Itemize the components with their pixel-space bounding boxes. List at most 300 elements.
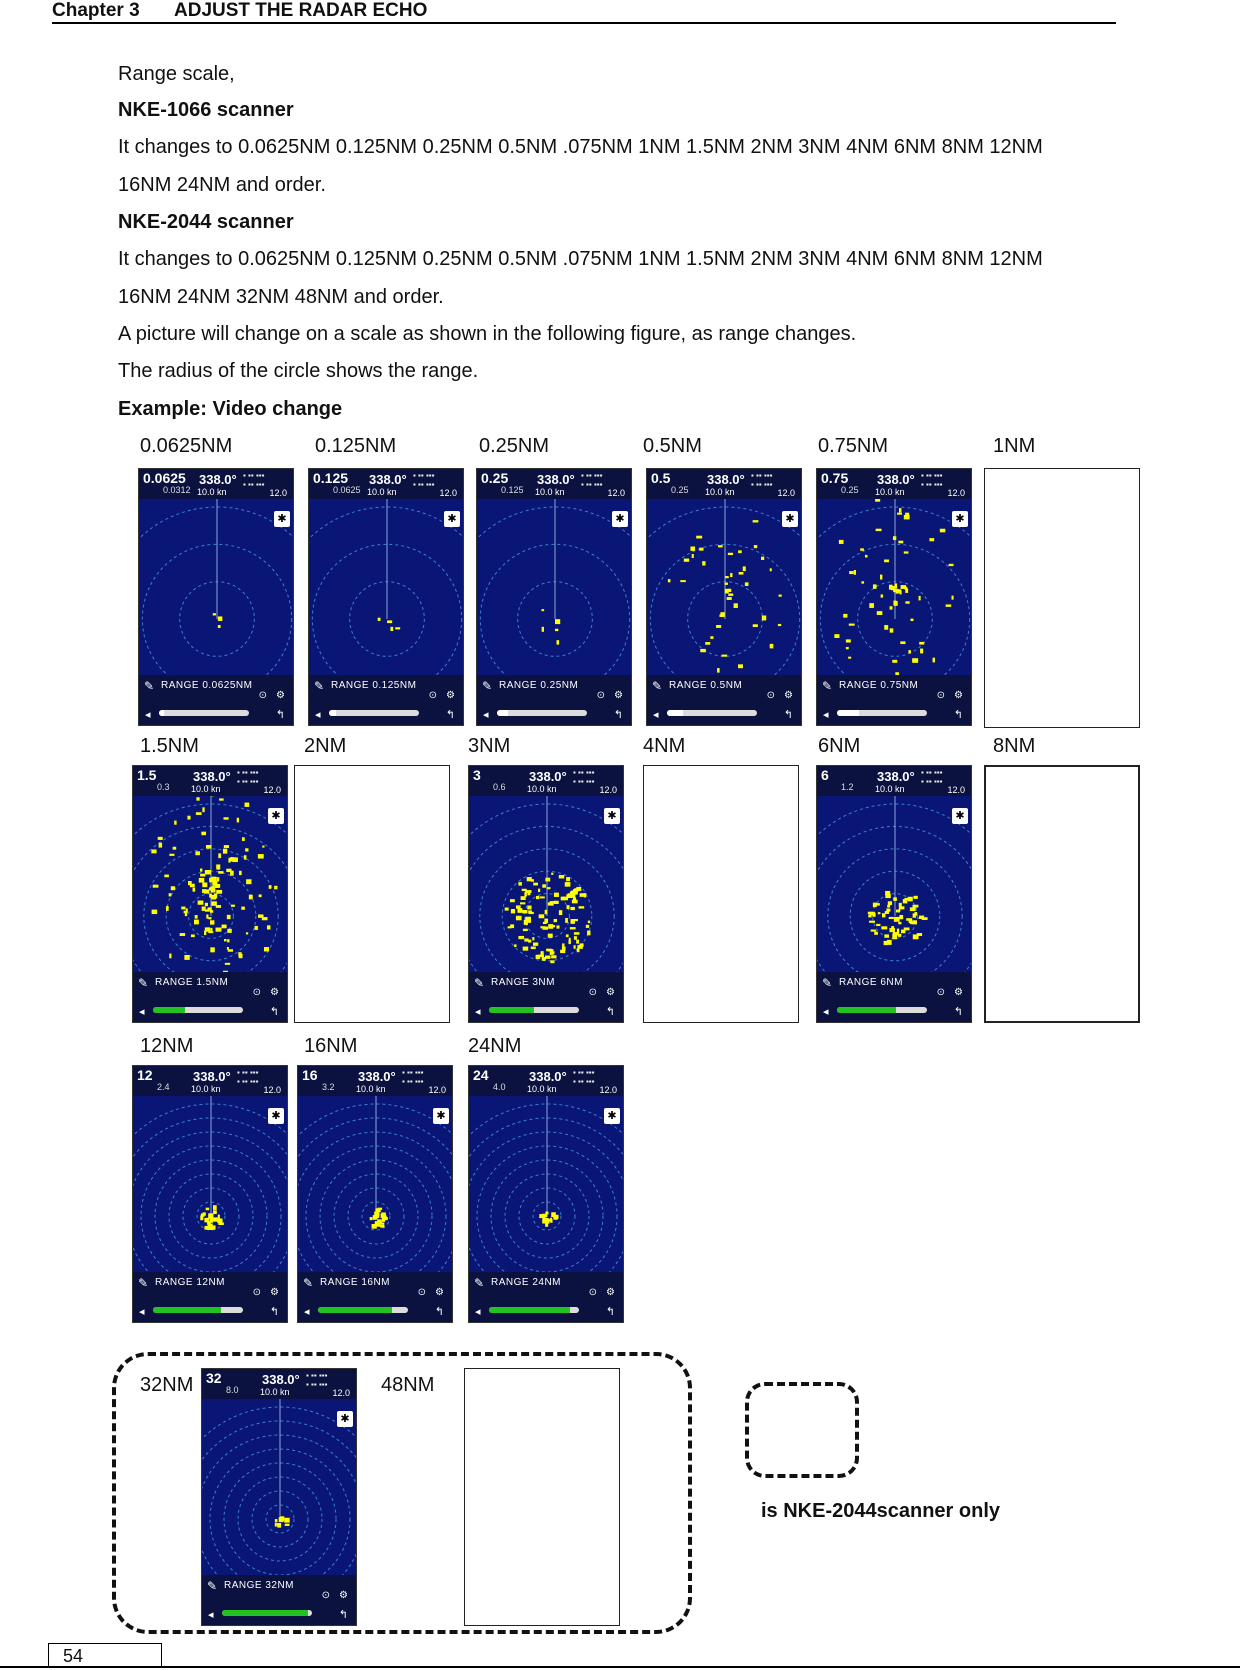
label-range: 6NM — [818, 735, 861, 757]
radar-echo — [218, 625, 221, 628]
target-icon: ⊙ — [417, 1287, 426, 1298]
left-arrow-icon: ◂ — [475, 1006, 481, 1018]
radar-echo — [834, 634, 839, 638]
target-icon: ⊙ — [936, 987, 945, 998]
back-icon: ↰ — [434, 1306, 444, 1318]
radar-echo — [517, 908, 522, 913]
speed-value: 10.0 kn — [535, 487, 565, 497]
radar-echo — [200, 869, 202, 872]
radar-echo — [213, 1217, 218, 1221]
radar-echo — [213, 613, 216, 615]
gear-icon: ⚙ — [784, 690, 793, 701]
radar-echo — [202, 889, 206, 893]
radar-echo — [212, 895, 216, 900]
range-readout: RANGE 32NM — [224, 1580, 295, 1591]
radar-echo — [722, 655, 728, 657]
legend-note: is NKE-2044scanner only — [761, 1500, 1000, 1522]
menu-icon: ✱ — [604, 808, 620, 824]
speed-value: 10.0 kn — [527, 1084, 557, 1094]
radar-echo — [567, 905, 570, 909]
menu-icon: ✱ — [782, 511, 798, 527]
radar-echo — [225, 963, 230, 965]
radar-echo — [206, 1208, 209, 1211]
radar-echo — [511, 909, 515, 913]
radar-echo — [152, 910, 158, 914]
radar-echo — [761, 557, 764, 560]
radar-echo — [395, 627, 400, 629]
radar-echo — [518, 882, 522, 885]
target-icon: ⊙ — [321, 1590, 330, 1601]
back-icon: ↰ — [269, 1306, 279, 1318]
radar-echo — [158, 837, 163, 840]
radar-echo — [885, 894, 890, 898]
radar-echo — [533, 883, 538, 886]
left-arrow-icon: ◂ — [139, 1306, 145, 1318]
speed-value: 10.0 kn — [356, 1084, 386, 1094]
radar-echo — [725, 576, 729, 578]
range-slider-fill — [159, 710, 164, 716]
radar-echo — [562, 946, 566, 950]
blank-screen — [643, 765, 799, 1023]
ring-interval: 4.0 — [493, 1082, 506, 1092]
radar-echo — [210, 928, 212, 931]
radar-echo — [884, 560, 889, 563]
radar-echo — [551, 925, 555, 927]
value-readout: 12.0 — [332, 1388, 350, 1398]
position-readout: ▪ ▪▪ ▪▪▪ ▪ ▪▪ ▪▪▪ — [581, 471, 603, 489]
radar-echo — [206, 914, 208, 918]
range-slider — [837, 710, 927, 716]
radar-echo — [848, 657, 851, 659]
radar-echo — [542, 884, 546, 887]
radar-echo — [224, 845, 229, 848]
radar-top-bar — [139, 469, 293, 499]
radar-echo — [588, 921, 590, 924]
radar-echo — [378, 1208, 383, 1210]
radar-echo — [542, 927, 548, 930]
range-slider — [489, 1307, 579, 1313]
menu-icon: ✱ — [952, 511, 968, 527]
radar-echo — [871, 930, 876, 932]
radar-echo — [217, 877, 219, 881]
pen-icon: ✎ — [138, 976, 149, 990]
radar-echo — [208, 917, 211, 919]
radar-echo — [753, 624, 758, 627]
range-slider — [837, 1007, 927, 1013]
gear-icon: ⚙ — [276, 690, 285, 701]
radar-echo — [728, 593, 733, 595]
range-readout: RANGE 0.75NM — [839, 680, 919, 691]
radar-top-bar — [133, 766, 287, 796]
radar-echo — [210, 920, 214, 924]
radar-echo — [725, 583, 728, 585]
speed-value: 10.0 kn — [705, 487, 735, 497]
range-readout: RANGE 0.0625NM — [161, 680, 253, 691]
radar-echo — [173, 847, 177, 850]
target-icon: ⊙ — [588, 987, 597, 998]
blank-screen — [294, 765, 450, 1023]
gear-icon: ⚙ — [606, 1287, 615, 1298]
range-slider-fill — [489, 1307, 570, 1313]
radar-echo — [572, 900, 578, 904]
back-icon: ↰ — [605, 1306, 615, 1318]
value-readout: 12.0 — [777, 488, 795, 498]
gear-icon: ⚙ — [954, 987, 963, 998]
radar-echo — [892, 929, 894, 932]
menu-icon: ✱ — [612, 511, 628, 527]
range-value: 1.5 — [137, 767, 157, 783]
pen-icon: ✎ — [822, 976, 833, 990]
radar-bottom-bar — [477, 675, 631, 725]
radar-echo — [219, 798, 224, 800]
radar-echo — [174, 821, 176, 825]
radar-echo — [899, 906, 905, 909]
radar-screen — [816, 765, 972, 1023]
label-range: 48NM — [381, 1374, 435, 1396]
range-readout: RANGE 6NM — [839, 977, 903, 988]
target-icon: ⊙ — [428, 690, 437, 701]
gear-icon: ⚙ — [606, 987, 615, 998]
radar-echo — [690, 546, 695, 550]
radar-echo — [206, 845, 212, 849]
menu-icon: ✱ — [268, 808, 284, 824]
radar-echo — [166, 906, 169, 911]
value-readout: 12.0 — [269, 488, 287, 498]
radar-top-bar — [469, 1066, 623, 1096]
chapter-number: Chapter 3 — [52, 0, 140, 21]
heading-value: 338.0° — [537, 472, 575, 487]
radar-echo — [532, 937, 534, 940]
radar-echo — [579, 906, 585, 908]
range-slider — [489, 1007, 579, 1013]
radar-echo — [528, 940, 531, 943]
radar-echo — [204, 1226, 207, 1230]
radar-echo — [184, 955, 189, 960]
radar-echo — [218, 1219, 222, 1224]
radar-echo — [523, 929, 528, 931]
blank-screen — [984, 765, 1140, 1023]
position-readout: ▪ ▪▪ ▪▪▪ ▪ ▪▪ ▪▪▪ — [237, 768, 259, 786]
radar-echo — [865, 555, 868, 558]
radar-echo — [205, 927, 210, 931]
label-range: 32NM — [140, 1374, 194, 1396]
radar-echo — [541, 951, 544, 955]
position-readout: ▪ ▪▪ ▪▪▪ ▪ ▪▪ ▪▪▪ — [751, 471, 773, 489]
radar-echo — [181, 907, 185, 910]
radar-echo — [882, 913, 886, 917]
radar-echo — [692, 554, 694, 558]
range-readout: RANGE 16NM — [320, 1277, 391, 1288]
radar-echo — [881, 594, 883, 597]
range-value: 24 — [473, 1067, 489, 1083]
range-slider — [667, 710, 757, 716]
left-arrow-icon: ◂ — [483, 709, 489, 721]
value-readout: 12.0 — [439, 488, 457, 498]
radar-echo — [903, 899, 907, 903]
radar-echo — [258, 854, 264, 858]
radar-echo — [203, 1212, 206, 1215]
radar-echo — [164, 875, 169, 878]
value-readout: 12.0 — [599, 785, 617, 795]
radar-echo — [269, 885, 272, 889]
radar-echo — [216, 928, 222, 932]
radar-echo — [550, 960, 554, 963]
radar-echo — [668, 579, 671, 582]
radar-echo — [905, 588, 908, 592]
radar-echo — [211, 901, 216, 905]
radar-echo — [548, 934, 553, 938]
range-slider — [497, 710, 587, 716]
pen-icon: ✎ — [652, 679, 663, 693]
value-readout: 12.0 — [428, 1085, 446, 1095]
radar-echo — [245, 848, 248, 851]
radar-screen — [308, 468, 464, 726]
radar-echo — [577, 945, 582, 949]
radar-echo — [213, 1210, 217, 1214]
radar-echo — [169, 953, 171, 958]
radar-echo — [541, 609, 544, 611]
radar-echo — [908, 650, 911, 653]
radar-echo — [849, 624, 855, 626]
radar-echo — [218, 616, 222, 621]
page-number: 54 — [48, 1643, 162, 1668]
radar-echo — [940, 529, 946, 533]
radar-echo — [912, 920, 916, 924]
radar-echo — [258, 914, 263, 917]
radar-bottom-bar — [133, 1272, 287, 1322]
heading-value: 338.0° — [877, 472, 915, 487]
radar-echo — [230, 871, 234, 876]
radar-echo — [545, 878, 550, 882]
radar-echo — [212, 877, 217, 881]
radar-echo — [223, 817, 228, 819]
radar-echo — [894, 917, 900, 922]
radar-echo — [554, 893, 559, 897]
radar-echo — [524, 892, 527, 896]
radar-echo — [520, 902, 525, 904]
radar-bottom-bar — [817, 972, 971, 1022]
radar-echo — [210, 947, 214, 952]
radar-echo — [213, 1205, 217, 1210]
menu-icon: ✱ — [274, 511, 290, 527]
radar-echo — [901, 585, 906, 589]
radar-echo — [222, 925, 227, 929]
left-arrow-icon: ◂ — [653, 709, 659, 721]
label-range: 3NM — [468, 735, 511, 757]
text-nke2044-ranges: It changes to 0.0625NM 0.125NM 0.25NM 0.5NM .075NM 1NM 1.5NM 2NM 3NM 4NM 6NM 8NM 12NM — [118, 248, 1043, 270]
pen-icon: ✎ — [138, 1276, 149, 1290]
text-picture-change: A picture will change on a scale as shown in the following figure, as range changes. — [118, 323, 857, 345]
range-slider-fill — [153, 1007, 185, 1013]
left-arrow-icon: ◂ — [823, 709, 829, 721]
gear-icon: ⚙ — [446, 690, 455, 701]
radar-echo — [555, 629, 558, 631]
pen-icon: ✎ — [303, 1276, 314, 1290]
radar-echo — [555, 619, 560, 624]
radar-echo — [202, 906, 206, 910]
radar-echo — [718, 545, 723, 547]
blank-screen — [984, 468, 1140, 728]
radar-echo — [779, 595, 782, 597]
radar-echo — [745, 582, 749, 586]
radar-echo — [880, 575, 882, 580]
radar-echo — [228, 949, 233, 951]
value-readout: 12.0 — [263, 1085, 281, 1095]
radar-echo — [545, 1222, 548, 1227]
chapter-title: ADJUST THE RADAR ECHO — [174, 0, 428, 21]
radar-echo — [860, 548, 864, 550]
radar-echo — [212, 881, 217, 886]
radar-top-bar — [817, 469, 971, 499]
radar-echo — [227, 915, 231, 919]
range-slider — [153, 1007, 243, 1013]
radar-echo — [200, 1215, 203, 1220]
range-value: 0.5 — [651, 470, 671, 486]
range-slider-fill — [837, 1007, 896, 1013]
left-arrow-icon: ◂ — [315, 709, 321, 721]
ring-interval: 0.6 — [493, 782, 506, 792]
heading-value: 338.0° — [529, 769, 567, 784]
radar-echo — [566, 934, 569, 937]
pen-icon: ✎ — [482, 679, 493, 693]
label-range: 0.75NM — [818, 435, 889, 457]
ring-interval: 0.0625 — [333, 485, 361, 495]
radar-echo — [548, 902, 554, 905]
nke2044-only-group — [112, 1352, 692, 1634]
radar-echo — [542, 957, 546, 961]
radar-echo — [550, 1218, 552, 1220]
menu-icon: ✱ — [268, 1108, 284, 1124]
ring-interval: 0.25 — [841, 485, 859, 495]
radar-echo — [898, 934, 901, 937]
radar-echo — [180, 933, 185, 936]
radar-echo — [892, 935, 897, 940]
gear-icon: ⚙ — [954, 690, 963, 701]
position-readout: ▪ ▪▪ ▪▪▪ ▪ ▪▪ ▪▪▪ — [921, 768, 943, 786]
position-readout: ▪ ▪▪ ▪▪▪ ▪ ▪▪ ▪▪▪ — [306, 1371, 328, 1389]
radar-echo — [913, 905, 919, 908]
left-arrow-icon: ◂ — [139, 1006, 145, 1018]
radar-echo — [536, 896, 539, 899]
radar-bottom-bar — [309, 675, 463, 725]
radar-echo — [893, 589, 898, 592]
radar-echo — [946, 604, 952, 606]
radar-echo — [922, 917, 928, 920]
radar-echo — [738, 550, 742, 553]
radar-echo — [875, 499, 880, 502]
radar-echo — [231, 905, 235, 907]
heading-value: 338.0° — [193, 769, 231, 784]
radar-echo — [870, 912, 876, 916]
radar-echo — [561, 897, 566, 901]
radar-echo — [577, 948, 580, 952]
ring-interval: 8.0 — [226, 1385, 239, 1395]
radar-echo — [381, 1213, 386, 1217]
position-readout: ▪ ▪▪ ▪▪▪ ▪ ▪▪ ▪▪▪ — [413, 471, 435, 489]
radar-echo — [570, 927, 576, 929]
radar-echo — [778, 624, 781, 626]
radar-echo — [264, 947, 269, 951]
radar-echo — [843, 614, 847, 618]
radar-echo — [899, 508, 901, 512]
back-icon: ↰ — [613, 709, 623, 721]
radar-echo — [878, 912, 881, 914]
radar-echo — [533, 942, 538, 945]
target-icon: ⊙ — [258, 690, 267, 701]
range-readout: RANGE 0.125NM — [331, 680, 417, 691]
radar-echo — [897, 513, 902, 515]
gear-icon: ⚙ — [270, 1287, 279, 1298]
radar-top-bar — [647, 469, 801, 499]
radar-echo — [952, 596, 954, 600]
radar-echo — [195, 915, 198, 919]
text-radius: The radius of the circle shows the range. — [118, 360, 479, 382]
radar-echo — [196, 797, 199, 800]
radar-echo — [242, 837, 245, 841]
radar-echo — [523, 947, 528, 951]
range-readout: RANGE 24NM — [491, 1277, 562, 1288]
radar-echo — [716, 625, 721, 628]
heading-value: 338.0° — [529, 1069, 567, 1084]
radar-echo — [727, 597, 732, 600]
range-value: 0.25 — [481, 470, 509, 486]
label-range: 0.125NM — [315, 435, 397, 457]
radar-echo — [876, 529, 882, 531]
radar-echo — [728, 553, 733, 555]
radar-echo — [249, 895, 253, 900]
radar-echo — [548, 949, 554, 951]
radar-echo — [237, 818, 239, 823]
radar-echo — [216, 890, 222, 894]
value-readout: 12.0 — [947, 488, 965, 498]
radar-echo — [208, 907, 212, 910]
radar-echo — [917, 933, 922, 936]
radar-echo — [884, 934, 889, 937]
radar-echo — [913, 896, 917, 899]
radar-echo — [528, 912, 533, 914]
radar-echo — [390, 627, 393, 631]
example-title: Example: Video change — [118, 398, 343, 420]
value-readout: 12.0 — [599, 1085, 617, 1095]
heading-value: 338.0° — [877, 769, 915, 784]
ring-interval: 3.2 — [322, 1082, 335, 1092]
radar-echo — [568, 940, 570, 944]
radar-echo — [898, 922, 901, 924]
radar-echo — [209, 1216, 213, 1219]
radar-echo — [190, 884, 195, 888]
radar-screen — [132, 765, 288, 1023]
radar-echo — [571, 919, 575, 924]
radar-echo — [274, 886, 277, 890]
menu-icon: ✱ — [604, 1108, 620, 1124]
label-range: 12NM — [140, 1035, 194, 1057]
radar-echo — [224, 939, 227, 941]
speed-value: 10.0 kn — [875, 487, 905, 497]
menu-icon: ✱ — [952, 808, 968, 824]
legend-dashed-box — [745, 1382, 859, 1478]
radar-echo — [218, 871, 223, 874]
radar-echo — [547, 887, 551, 889]
radar-echo — [839, 540, 844, 544]
radar-echo — [227, 929, 231, 933]
radar-echo — [505, 908, 509, 911]
chapter-header — [52, 0, 1116, 24]
radar-echo — [914, 912, 917, 916]
radar-echo — [196, 812, 202, 815]
radar-echo — [896, 910, 900, 913]
radar-echo — [565, 882, 571, 887]
pen-icon: ✎ — [474, 1276, 485, 1290]
